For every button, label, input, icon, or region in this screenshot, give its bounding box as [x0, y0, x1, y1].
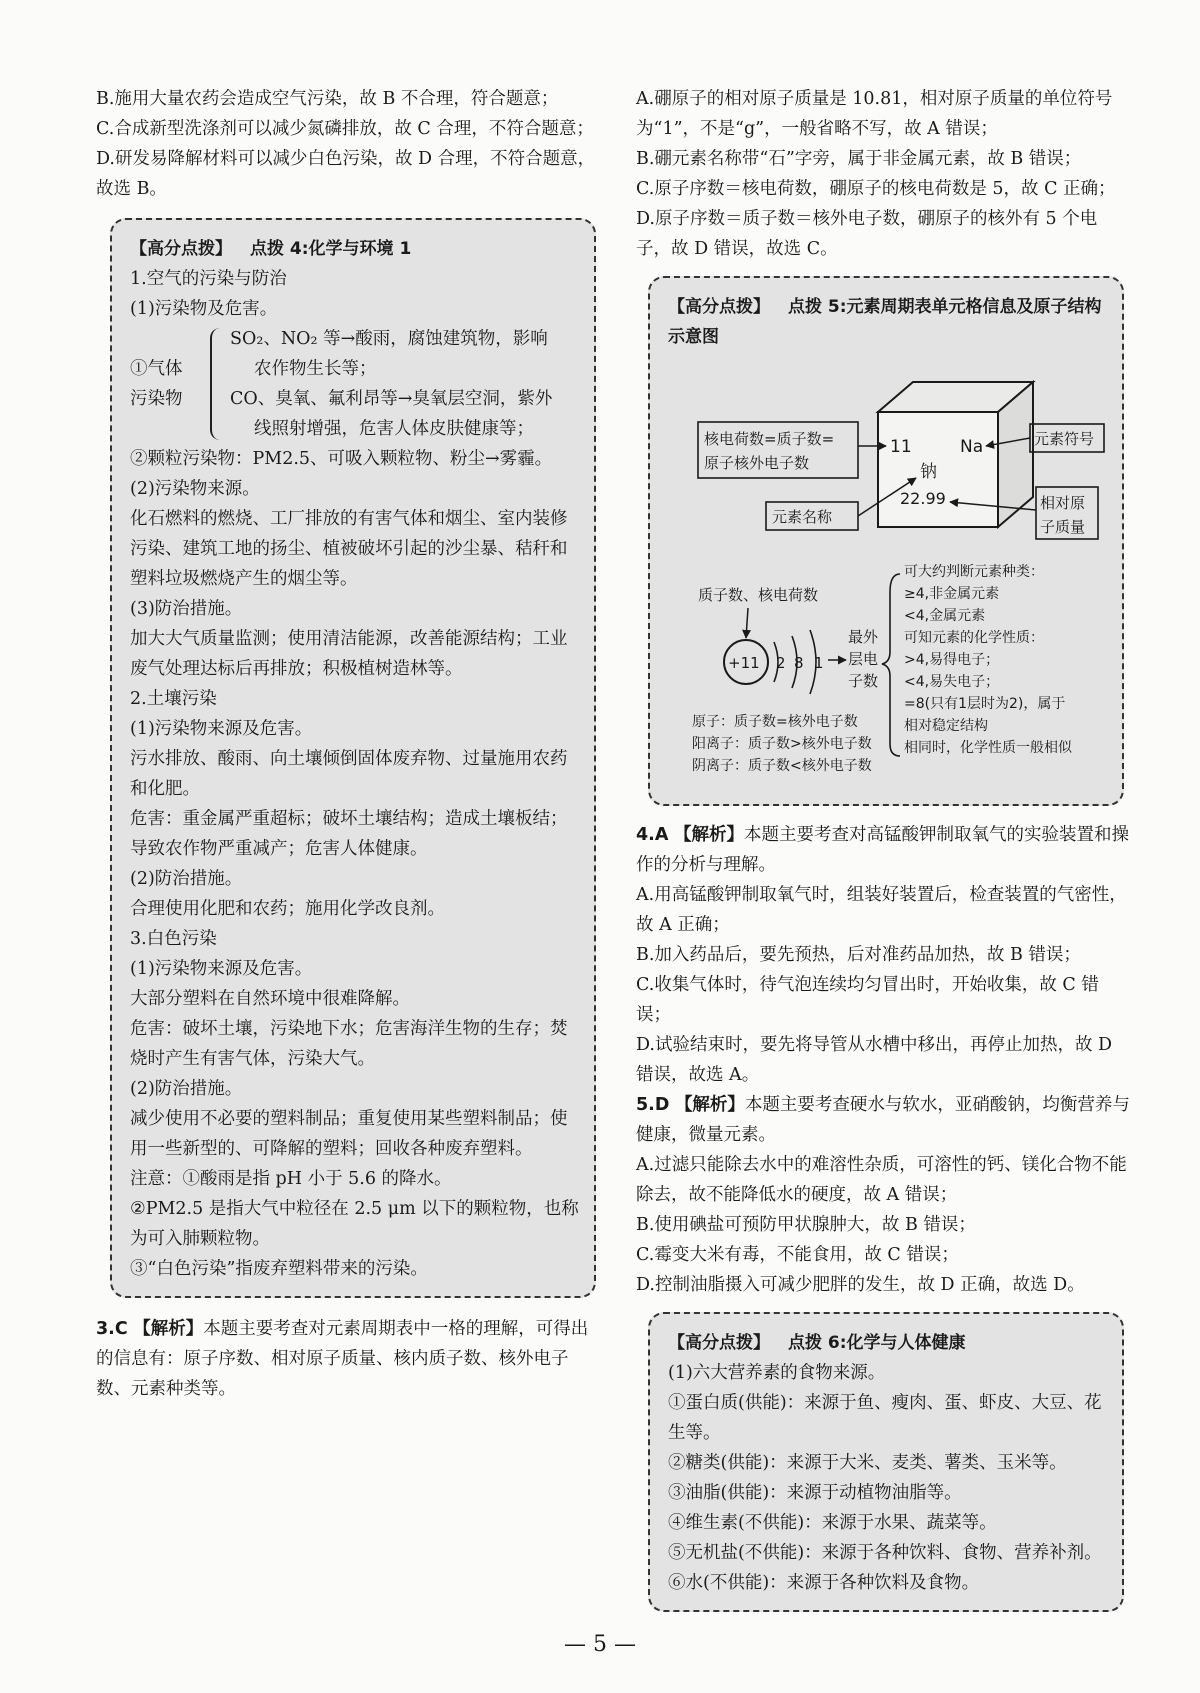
rule-line-4: 可知元素的化学性质： [904, 630, 1044, 646]
tip-line: (1)污染物来源及危害。 [130, 959, 313, 979]
tip-line: ①蛋白质(供能)：来源于鱼、瘦肉、蛋、虾皮、大豆、花生等。 [668, 1393, 1102, 1443]
tip-line: (1)污染物来源及危害。 [130, 719, 313, 739]
tip-line: 加大大气质量监测；使用清洁能源，改善能源结构；工业废气处理达标后再排放；积极植树造林等。 [130, 629, 568, 679]
rule-line-8: 相对稳定结构 [904, 718, 988, 734]
rule-line-9: 相同时，化学性质一般相似 [904, 740, 1072, 756]
tip-line: 化石燃料的燃烧、工厂排放的有害气体和烟尘、室内装修污染、建筑工地的扬尘、植被破坏引起的沙尘暴、秸秆和塑料垃圾燃烧产生的烟尘等。 [130, 509, 568, 589]
tip-line: (1)六大营养素的食物来源。 [668, 1363, 886, 1383]
left-brace [210, 328, 226, 440]
electron-count-shell-2: 8 [794, 654, 804, 672]
tip-box-4-header [130, 234, 580, 264]
gas-pollutant-block [130, 324, 580, 444]
nucleus-charge: +11 [728, 654, 760, 672]
left-column [96, 84, 596, 1404]
atomic-mass: 22.99 [900, 489, 946, 508]
mass-label-line2: 子质量 [1040, 518, 1086, 536]
tip-line: (1)污染物及危害。 [130, 299, 278, 319]
q5-option-b: B.使用碘盐可预防甲状腺肿大，故 B 错误； [636, 1215, 976, 1235]
element-symbol: Na [960, 437, 984, 457]
q4-option-c: C.收集气体时，待气泡连续均匀冒出时，开始收集，故 C 错误； [636, 975, 1099, 1025]
nucleus-label-line2: 原子核外电子数 [704, 454, 810, 472]
answer-number: 4.A [636, 825, 669, 845]
atom-rule: 原子：质子数=核外电子数 [692, 714, 858, 730]
mass-label-line1: 相对原 [1040, 494, 1086, 512]
tip-title: 点拨 5:元素周期表单元格信息及原子结构示意图 [668, 297, 1102, 347]
q5-option-c: C.霉变大米有毒，不能食用，故 C 错误； [636, 1245, 959, 1265]
element-cell-atom-structure-diagram [668, 352, 1108, 792]
tip-line: ⑤无机盐(不供能)：来源于各种饮料、食物、营养补剂。 [668, 1543, 1102, 1563]
tip-tag: 【高分点拨】 [668, 297, 770, 317]
right-column [636, 84, 1132, 1626]
option-b-text: B.施用大量农药会造成空气污染，故 B 不合理，符合题意； [96, 89, 559, 109]
tip-line: ②PM2.5 是指大气中粒径在 2.5 μm 以下的颗粒物，也称为可入肺颗粒物。 [130, 1199, 579, 1249]
option-d-text: D.研发易降解材料可以减少白色污染，故 D 合理，不符合题意，故选 B。 [96, 149, 596, 199]
tip-line: 危害：破坏土壤，污染地下水；危害海洋生物的生存；焚烧时产生有害气体，污染大气。 [130, 1019, 568, 1069]
tip-title: 点拨 4:化学与环境 1 [250, 239, 412, 259]
option-a-text: A.硼原子的相对原子质量是 10.81，相对原子质量的单位符号为“1”，不是“g”，一般省略不写，故 A 错误； [636, 89, 1113, 139]
rule-line-5: >4,易得电子； [904, 652, 1000, 668]
analysis-tag: 【解析】 [133, 1319, 204, 1339]
tip-line: ③“白色污染”指废弃塑料带来的污染。 [130, 1259, 428, 1279]
rule-line-1: 可大约判断元素种类： [904, 564, 1044, 580]
tip-line: 3.白色污染 [130, 929, 217, 949]
tip-line: ②糖类(供能)：来源于大米、麦类、薯类、玉米等。 [668, 1453, 1067, 1473]
tip-tag: 【高分点拨】 [668, 1333, 770, 1353]
anion-rule: 阴离子：质子数<核外电子数 [692, 758, 872, 774]
option-c-text: C.原子序数＝核电荷数，硼原子的核电荷数是 5，故 C 正确； [636, 179, 1116, 199]
right-brace [882, 574, 900, 756]
electron-count-shell-1: 2 [776, 654, 786, 672]
outer-electron-label-1: 最外 [848, 628, 879, 646]
element-name: 钠 [920, 462, 937, 482]
analysis-text: 本题主要考查硬水与软水，亚硝酸钠，均衡营养与健康，微量元素。 [636, 1095, 1130, 1145]
analysis-text: 本题主要考查对元素周期表中一格的理解，可得出的信息有：原子序数、相对原子质量、核内质子数、核外电子数、元素种类等。 [96, 1319, 589, 1399]
question-5-analysis [636, 1090, 1132, 1150]
tip-line: ③油脂(供能)：来源于动植物油脂等。 [668, 1483, 962, 1503]
q5-option-a: A.过滤只能除去水中的难溶性杂质，可溶性的钙、镁化合物不能除去，故不能降低水的硬度，故 A 错误； [636, 1155, 1127, 1205]
rule-line-7: =8(只有1层时为2)，属于 [904, 696, 1066, 712]
tip-line: 减少使用不必要的塑料制品；重复使用某些塑料制品；使用一些新型的、可降解的塑料；回收各种废弃塑料。 [130, 1109, 568, 1159]
q4-option-d: D.试验结束时，要先将导管从水槽中移出，再停止加热，故 D 错误，故选 A。 [636, 1035, 1113, 1085]
name-label: 元素名称 [772, 508, 833, 526]
tip-line: ④维生素(不供能)：来源于水果、蔬菜等。 [668, 1513, 997, 1533]
outer-electron-label-3: 子数 [848, 672, 879, 690]
symbol-label: 元素符号 [1034, 430, 1095, 448]
tip-tag: 【高分点拨】 [130, 239, 232, 259]
tip-line: 1.空气的污染与防治 [130, 269, 287, 289]
page-number: — 5 — [564, 1632, 636, 1657]
proton-label: 质子数、核电荷数 [698, 586, 819, 604]
option-b-text: B.硼元素名称带“石”字旁，属于非金属元素，故 B 错误； [636, 149, 1082, 169]
analysis-tag: 【解析】 [674, 1095, 745, 1115]
electron-count-shell-3: 1 [814, 654, 824, 672]
atomic-number: 11 [890, 437, 912, 457]
nucleus-label-line1: 核电荷数=质子数= [704, 430, 835, 448]
q4-option-b: B.加入药品后，要先预热，后对准药品加热，故 B 错误； [636, 945, 1081, 965]
answer-number: 5.D [636, 1095, 670, 1115]
gas-label: ①气体 污染物 [130, 359, 183, 409]
tip-title: 点拨 6:化学与人体健康 [788, 1333, 966, 1353]
q4-option-a: A.用高锰酸钾制取氧气时，组装好装置后，检查装置的气密性，故 A 正确； [636, 885, 1127, 935]
question-4-analysis [636, 820, 1132, 880]
answer-number: 3.C [96, 1319, 128, 1339]
option-c-text: C.合成新型洗涤剂可以减少氮磷排放，故 C 合理，不符合题意； [96, 119, 594, 139]
tip-line: 大部分塑料在自然环境中很难降解。 [130, 989, 410, 1009]
tip-box-5 [648, 276, 1124, 806]
outer-electron-label-2: 层电 [848, 650, 879, 668]
tip-line: ②颗粒污染物：PM2.5、可吸入颗粒物、粉尘→雾霾。 [130, 449, 553, 469]
tip-line: (2)污染物来源。 [130, 479, 260, 499]
tip-line: 危害：重金属严重超标；破坏土壤结构；造成土壤板结；导致农作物严重减产；危害人体健康。 [130, 809, 568, 859]
tip-line: 合理使用化肥和农药；施用化学改良剂。 [130, 899, 445, 919]
tip-line: (3)防治措施。 [130, 599, 243, 619]
tip-box-6 [648, 1312, 1124, 1612]
tip-line: 污水排放、酸雨、向土壤倾倒固体废弃物、过量施用农药和化肥。 [130, 749, 568, 799]
tip-box-4 [110, 218, 596, 1298]
q5-option-d: D.控制油脂摄入可减少肥胖的发生，故 D 正确，故选 D。 [636, 1275, 1085, 1295]
tip-box-6-header [668, 1328, 1108, 1358]
tip-line: (2)防治措施。 [130, 1079, 243, 1099]
option-d-text: D.原子序数＝质子数＝核外电子数，硼原子的核外有 5 个电子，故 D 错误，故选 C。 [636, 209, 1098, 259]
analysis-text: 本题主要考查对高锰酸钾制取氧气的实验装置和操作的分析与理解。 [636, 825, 1129, 875]
tip-box-5-header [668, 292, 1108, 352]
tip-line: ⑥水(不供能)：来源于各种饮料及食物。 [668, 1573, 980, 1593]
rule-line-6: <4,易失电子； [904, 674, 1000, 690]
tip-line: (2)防治措施。 [130, 869, 243, 889]
rule-line-2: ≥4,非金属元素 [904, 586, 1000, 602]
gas-items: SO₂、NO₂ 等→酸雨，腐蚀建筑物，影响 农作物生长等； CO、臭氧、氟利昂等→臭氧层空洞，紫外 线照射增强，危害人体皮肤健康等； [230, 329, 553, 439]
cation-rule: 阳离子：质子数>核外电子数 [692, 736, 872, 752]
question-3-analysis [96, 1314, 596, 1404]
tip-line: 注意：①酸雨是指 pH 小于 5.6 的降水。 [130, 1169, 452, 1189]
tip-line: 2.土壤污染 [130, 689, 217, 709]
analysis-tag: 【解析】 [673, 825, 744, 845]
rule-line-3: <4,金属元素 [904, 608, 986, 624]
